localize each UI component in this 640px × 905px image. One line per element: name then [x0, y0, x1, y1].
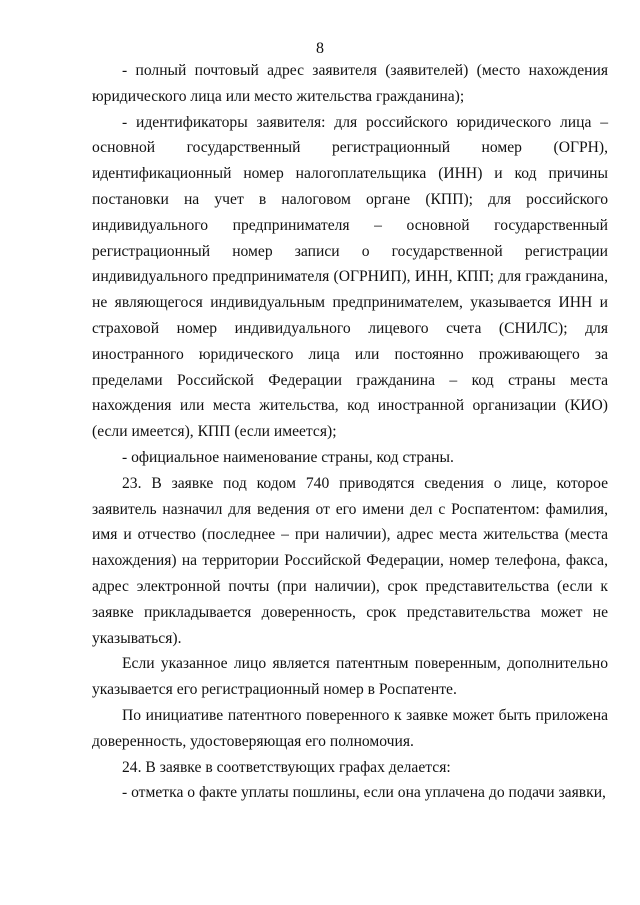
page-number: 8: [316, 40, 324, 57]
paragraph-item-24: 24. В заявке в соответствующих графах делается:: [122, 758, 451, 776]
document-body: [92, 58, 608, 806]
paragraph-item-23: 23. В заявке под кодом 740 приводятся сведения о лице, которое заявитель назначил для ведения от его имени дел с Роспатентом: фамилия, имя и отчество (последнее – при наличии), адрес места жительства (места нахождения) на территории Российской Федерации, номер телефона, факса, адрес электронной почты (при наличии), срок представительства (если к заявке прикладывается доверенность, срок представительства может не указываться).: [92, 474, 608, 647]
paragraph-applicant-identifiers: - идентификаторы заявителя: для российского юридического лица – основной государственный регистрационный номер (ОГРН), идентификационный номер налогоплательщика (ИНН) и код причины постановки на учет в налоговом органе (КПП); для российского индивидуального предпринимателя – основной государственный регистрационный номер записи о государственной регистрации индивидуального предпринимателя (ОГРНИП), ИНН, КПП; для гражданина, не являющегося индивидуальным предпринимателем, указывается ИНН и страховой номер индивидуального лицевого счета (СНИЛС); для иностранного юридического лица или постоянно проживающего за пределами Российской Федерации гражданина – код страны места нахождения или места жительства, код иностранной организации (КИО) (если имеется), КПП (если имеется);: [92, 113, 608, 441]
paragraph-country-name: - официальное наименование страны, код страны.: [122, 448, 454, 466]
paragraph-postal-address: - полный почтовый адрес заявителя (заявителей) (место нахождения юридического лица или место жительства гражданина);: [92, 62, 608, 105]
paragraph-power-of-attorney: По инициативе патентного поверенного к заявке может быть приложена доверенность, удостоверяющая его полномочия.: [92, 706, 608, 750]
paragraph-fee-payment: - отметка о факте уплаты пошлины, если она уплачена до подачи заявки,: [122, 784, 606, 802]
paragraph-patent-attorney: Если указанное лицо является патентным поверенным, дополнительно указывается его регистрационный номер в Роспатенте.: [92, 655, 608, 699]
